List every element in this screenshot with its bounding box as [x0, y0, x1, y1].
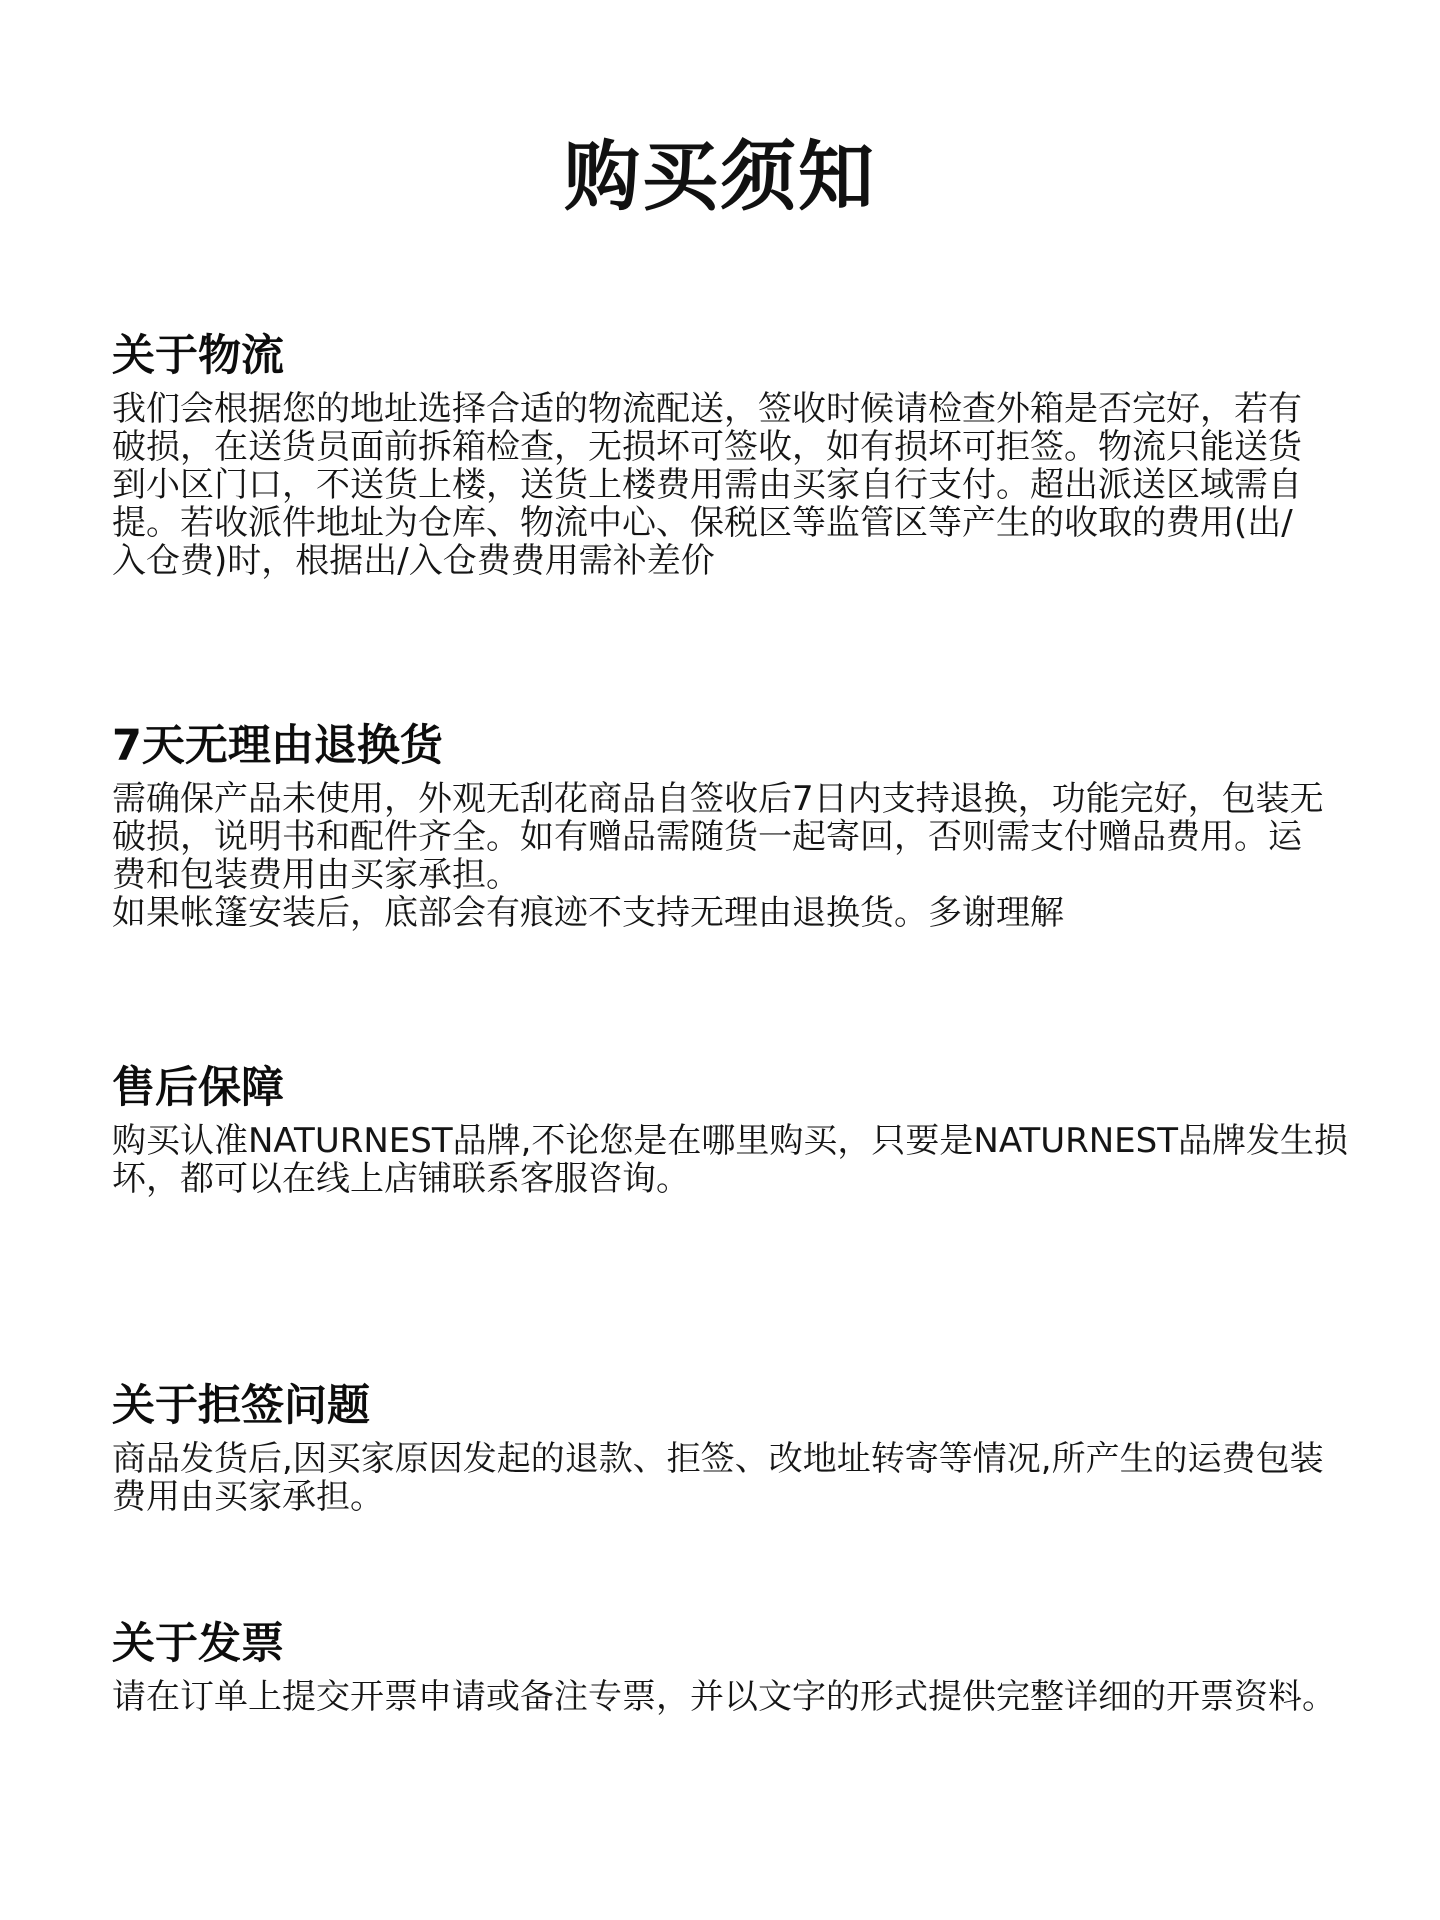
body-line: 如果帐篷安装后，底部会有痕迹不支持无理由退换货。多谢理解 [112, 893, 1064, 933]
body-line: 商品发货后,因买家原因发起的退款、拒签、改地址转寄等情况,所产生的运费包装 [112, 1439, 1324, 1479]
body-line: 购买认准NATURNEST品牌,不论您是在哪里购买，只要是NATURNEST品牌发生损 [112, 1121, 1349, 1161]
section-returns [112, 720, 1362, 932]
section-heading-warranty: 售后保障 [112, 1063, 284, 1113]
body-line: 入仓费)时，根据出/入仓费费用需补差价 [112, 541, 715, 581]
section-logistics [112, 330, 1362, 580]
body-line: 提。若收派件地址为仓库、物流中心、保税区等监管区等产生的收取的费用(出/ [112, 503, 1293, 543]
body-line: 需确保产品未使用，外观无刮花商品自签收后7日内支持退换，功能完好，包装无 [112, 779, 1324, 819]
section-heading-returns: 7天无理由退换货 [112, 721, 443, 771]
body-line: 坏，都可以在线上店铺联系客服咨询。 [112, 1159, 690, 1199]
section-heading-logistics: 关于物流 [112, 331, 284, 381]
section-body-invoice [112, 1678, 1362, 1716]
section-warranty [112, 1062, 1362, 1198]
section-heading-refusal: 关于拒签问题 [112, 1381, 370, 1431]
body-line: 请在订单上提交开票申请或备注专票，并以文字的形式提供完整详细的开票资料。 [112, 1677, 1336, 1717]
body-line: 费用由买家承担。 [112, 1477, 384, 1517]
body-line: 到小区门口，不送货上楼，送货上楼费用需由买家自行支付。超出派送区域需自 [112, 465, 1302, 505]
section-heading-invoice: 关于发票 [112, 1619, 284, 1669]
section-body-refusal [112, 1440, 1362, 1516]
section-body-logistics [112, 390, 1362, 580]
section-invoice [112, 1618, 1362, 1716]
body-line: 破损，说明书和配件齐全。如有赠品需随货一起寄回，否则需支付赠品费用。运 [112, 817, 1302, 857]
section-body-warranty [112, 1122, 1362, 1198]
section-refusal [112, 1380, 1362, 1516]
body-line: 费和包装费用由买家承担。 [112, 855, 520, 895]
body-line: 破损，在送货员面前拆箱检查，无损坏可签收，如有损坏可拒签。物流只能送货 [112, 427, 1302, 467]
body-line: 我们会根据您的地址选择合适的物流配送，签收时候请检查外箱是否完好，若有 [112, 389, 1302, 429]
page-title: 购买须知 [564, 132, 876, 221]
section-body-returns [112, 780, 1362, 932]
